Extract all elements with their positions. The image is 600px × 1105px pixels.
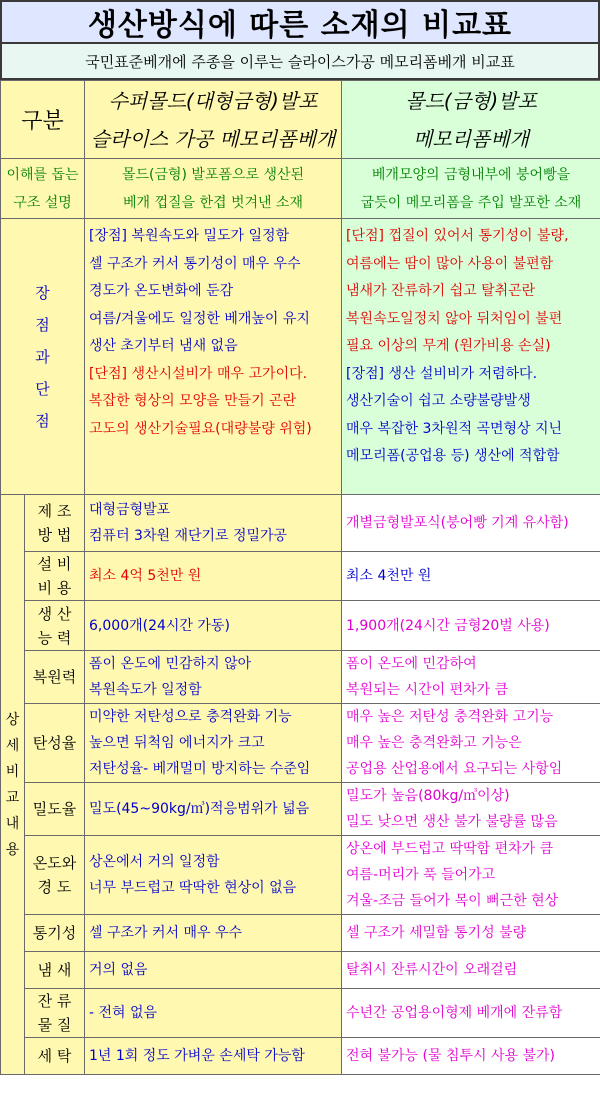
- detail-col2-line: 1,900개(24시간 금형20벌 사용): [346, 617, 550, 634]
- proscons-col2-line: 여름에는 땀이 많아 사용이 불편함: [346, 255, 554, 272]
- detail-col1-line: 높으면 뒤척임 에너지가 크고: [89, 735, 265, 751]
- detail-row: [1, 651, 600, 704]
- detail-col1-line: 최소 4억 5천만 원: [89, 568, 202, 584]
- proscons-label-char: 과: [35, 347, 50, 366]
- proscons-label-char: 점: [35, 411, 50, 430]
- detail-col2-line: 수년간 공업용이형제 베개에 잔류함: [346, 1005, 563, 1021]
- detail-section: [1, 495, 600, 1075]
- detail-row-label-line: 냄 새: [37, 961, 72, 979]
- detail-row-label: [25, 1038, 85, 1075]
- detail-col1: [85, 651, 342, 704]
- detail-col2-line: 전혀 불가능 (물 침투시 사용 불가): [346, 1048, 556, 1064]
- detail-row: [1, 1038, 600, 1075]
- detail-col1-line: 6,000개(24시간 가동): [89, 617, 230, 634]
- detail-col1: [85, 704, 342, 783]
- detail-side-label: [1, 495, 25, 1075]
- proscons-label: [1, 219, 85, 495]
- detail-row-label-line: 물 질: [37, 1016, 72, 1034]
- structure-col1-line2: 베개 껍질을 한겹 벗겨낸 소재: [122, 194, 304, 211]
- proscons-col2-line: 필요 이상의 무게 (원가비용 손실): [346, 338, 551, 354]
- detail-col2-line: 폼이 온도에 민감하여: [346, 656, 477, 672]
- detail-col1-line: 상온에서 거의 일정함: [89, 854, 220, 870]
- detail-col1-line: 셀 구조가 커서 매우 우수: [89, 925, 243, 941]
- detail-col2-line: 밀도 낮으면 생산 불가 불량률 많음: [346, 814, 558, 830]
- detail-row: [1, 552, 600, 601]
- detail-row-label: [25, 495, 85, 552]
- detail-row-label: [25, 601, 85, 651]
- detail-row-label: [25, 651, 85, 704]
- detail-col1: [85, 601, 342, 651]
- detail-row-label-line: 생 산: [37, 604, 72, 623]
- category-header: 구분: [1, 81, 85, 159]
- col2-header-line2: 메모리폼베개: [413, 126, 529, 151]
- detail-col2-line: 매우 높은 저탄성 충격완화 고기능: [346, 709, 554, 725]
- detail-col2: [342, 651, 600, 704]
- detail-col1: [85, 1038, 342, 1075]
- col2-header: [342, 81, 600, 159]
- detail-row-label: [25, 836, 85, 915]
- detail-col2: [342, 601, 600, 651]
- col1-header: [85, 81, 342, 159]
- header-row: [1, 81, 600, 159]
- col1-header-line1: 수퍼몰드(대형금형)발포: [108, 88, 318, 113]
- detail-row-label-line: 온도와: [32, 854, 77, 872]
- detail-row-label: [25, 915, 85, 952]
- page-subtitle: 국민표준베개에 주종을 이루는 슬라이스가공 메모리폼베개 비교표: [0, 44, 600, 80]
- detail-row-label-line: 비 용: [37, 579, 72, 597]
- detail-row: [1, 783, 600, 836]
- proscons-col1-line: [장점] 복원속도와 밀도가 일정함: [89, 228, 290, 244]
- detail-row-label: [25, 989, 85, 1038]
- detail-col1: [85, 989, 342, 1038]
- detail-col2-line: 탈취시 잔류시간이 오래걸림: [346, 962, 518, 978]
- structure-col2-line1: 베개모양의 금형내부에 붕어빵을: [371, 166, 571, 183]
- detail-col2: [342, 1038, 600, 1075]
- detail-col1: [85, 952, 342, 989]
- detail-row-label-line: 경 도: [37, 878, 72, 896]
- detail-col2: [342, 915, 600, 952]
- proscons-col1-line: [단점] 생산시설비가 매우 고가이다.: [89, 365, 308, 382]
- detail-col2-line: 공업용 산업용에서 요구되는 사항임: [346, 761, 563, 777]
- detail-col1: [85, 915, 342, 952]
- proscons-col2-line: 생산기술이 쉽고 소량불량발생: [346, 393, 531, 409]
- detail-col1: [85, 836, 342, 915]
- detail-col1-line: - 전혀 없음: [89, 1005, 158, 1021]
- detail-row: [1, 601, 600, 651]
- detail-col1-line: 밀도(45~90kg/㎥)적응범위가 넓음: [89, 801, 310, 817]
- detail-row: [1, 952, 600, 989]
- detail-row-label: [25, 552, 85, 601]
- page-title: 생산방식에 따른 소재의 비교표: [0, 0, 600, 44]
- detail-col2: [342, 495, 600, 552]
- detail-col1-line: 대형금형발포: [89, 502, 171, 518]
- detail-col2-line: 밀도가 높음(80kg/㎥이상): [346, 788, 510, 804]
- proscons-label-char: 단: [35, 379, 50, 398]
- comparison-table: [0, 80, 600, 1075]
- proscons-col2-line: 냄새가 잔류하기 쉽고 탈취곤란: [346, 283, 536, 299]
- detail-row-label-line: 복원력: [32, 668, 77, 686]
- detail-col2-line: 겨울-조금 들어가 목이 뻐근한 현상: [346, 893, 559, 909]
- detail-side-label-char: 교: [5, 789, 20, 806]
- structure-col1: [85, 159, 342, 219]
- proscons-col1-line: 복잡한 형상의 모양을 만들기 곤란: [89, 393, 297, 409]
- detail-col2-line: 복원되는 시간이 편차가 큼: [346, 682, 509, 698]
- structure-row: [1, 159, 600, 219]
- detail-col2: [342, 552, 600, 601]
- structure-col1-line1: 몰드(금형) 발포폼으로 생산된: [121, 166, 305, 183]
- structure-col2: [342, 159, 600, 219]
- detail-col2-line: 셀 구조가 세밀함 통기성 불량: [346, 925, 527, 941]
- detail-col1-line: 폼이 온도에 민감하지 않아: [89, 656, 252, 672]
- structure-col2-line2: 굽듯이 메모리폼을 주입 발포한 소재: [360, 194, 582, 211]
- proscons-col1-line: 생산 초기부터 냄새 없음: [89, 338, 238, 354]
- proscons-label-char: 점: [35, 315, 50, 334]
- detail-row-label-line: 방 법: [37, 526, 72, 544]
- detail-row-label: [25, 783, 85, 836]
- detail-side-label-char: 비: [5, 763, 20, 780]
- detail-col1-line: 1년 1회 정도 가벼운 손세탁 가능함: [89, 1048, 305, 1064]
- detail-col2: [342, 783, 600, 836]
- proscons-col1-line: 경도가 온도변화에 둔감: [89, 283, 234, 299]
- detail-col1-line: 컴퓨터 3차원 재단기로 정밀가공: [89, 528, 288, 544]
- detail-col2: [342, 989, 600, 1038]
- detail-row: [1, 495, 600, 552]
- detail-row-label-line: 통기성: [32, 924, 77, 942]
- detail-col2-line: 최소 4천만 원: [346, 568, 432, 584]
- proscons-col2-line: 복원속도일정치 않아 뒤처임이 불편: [346, 310, 563, 327]
- detail-col1: [85, 552, 342, 601]
- proscons-col1: [85, 219, 342, 495]
- detail-row-label-line: 세 탁: [37, 1047, 72, 1065]
- detail-col2-line: 상온에 부드럽고 딱딱함 편차가 큼: [346, 841, 554, 857]
- detail-col2-line: 매우 높은 충격완화고 기능은: [346, 735, 522, 751]
- structure-label: [1, 159, 85, 219]
- detail-row: [1, 989, 600, 1038]
- detail-row: [1, 704, 600, 783]
- detail-row-label-line: 제 조: [37, 502, 72, 520]
- detail-row: [1, 915, 600, 952]
- proscons-col1-line: 셀 구조가 커서 통기성이 매우 우수: [89, 255, 301, 272]
- detail-col2: [342, 952, 600, 989]
- proscons-col2-line: 매우 복잡한 3차원적 곡면형상 지닌: [346, 420, 563, 437]
- detail-row-label: [25, 952, 85, 989]
- detail-side-label-char: 용: [5, 841, 20, 858]
- detail-col1-line: 거의 없음: [89, 962, 148, 978]
- detail-col2-line: 여름-머리가 푹 들어가고: [346, 867, 496, 883]
- proscons-col2-line: [장점] 생산 설비비가 저렴하다.: [346, 365, 538, 382]
- detail-col1-line: 저탄성율- 베개멀미 방지하는 수준임: [89, 761, 311, 777]
- detail-col2: [342, 836, 600, 915]
- proscons-label-char: 장: [35, 283, 50, 302]
- detail-row-label-line: 능 력: [37, 628, 72, 647]
- proscons-col2-line: 메모리폼(공업용 등) 생산에 적합함: [346, 448, 560, 464]
- detail-side-label-char: 세: [5, 737, 20, 754]
- detail-col1-line: 너무 부드럽고 딱딱한 현상이 없음: [89, 880, 297, 896]
- detail-row-label-line: 밀도율: [32, 800, 77, 818]
- proscons-col2: [342, 219, 600, 495]
- proscons-col1-line: 고도의 생산기술필요(대량불량 위험): [89, 420, 312, 437]
- detail-row-label-line: 탄성율: [32, 734, 77, 752]
- detail-side-label-char: 상: [5, 711, 20, 728]
- detail-row-label-line: 설 비: [37, 555, 72, 573]
- proscons-row: [1, 219, 600, 495]
- col2-header-line1: 몰드(금형)발포: [405, 88, 537, 113]
- detail-col1: [85, 783, 342, 836]
- detail-row-label-line: 잔 류: [37, 992, 72, 1010]
- structure-label-line2: 구조 설명: [13, 194, 72, 211]
- proscons-col2-line: [단점] 껍질이 있어서 통기성이 불량,: [346, 228, 569, 244]
- detail-side-label-char: 내: [5, 815, 20, 832]
- col1-header-line2: 슬라이스 가공 메모리폼베개: [90, 126, 336, 151]
- detail-col1-line: 미약한 저탄성으로 충격완화 기능: [89, 709, 292, 725]
- detail-row: [1, 836, 600, 915]
- structure-label-line1: 이해를 돕는: [6, 166, 79, 183]
- detail-row-label: [25, 704, 85, 783]
- detail-col1: [85, 495, 342, 552]
- proscons-col1-line: 여름/겨울에도 일정한 베개높이 유지: [89, 310, 310, 327]
- detail-col2-line: 개별금형발포식(붕어빵 기계 유사함): [346, 515, 569, 531]
- detail-col2: [342, 704, 600, 783]
- detail-col1-line: 복원속도가 일정함: [89, 682, 202, 698]
